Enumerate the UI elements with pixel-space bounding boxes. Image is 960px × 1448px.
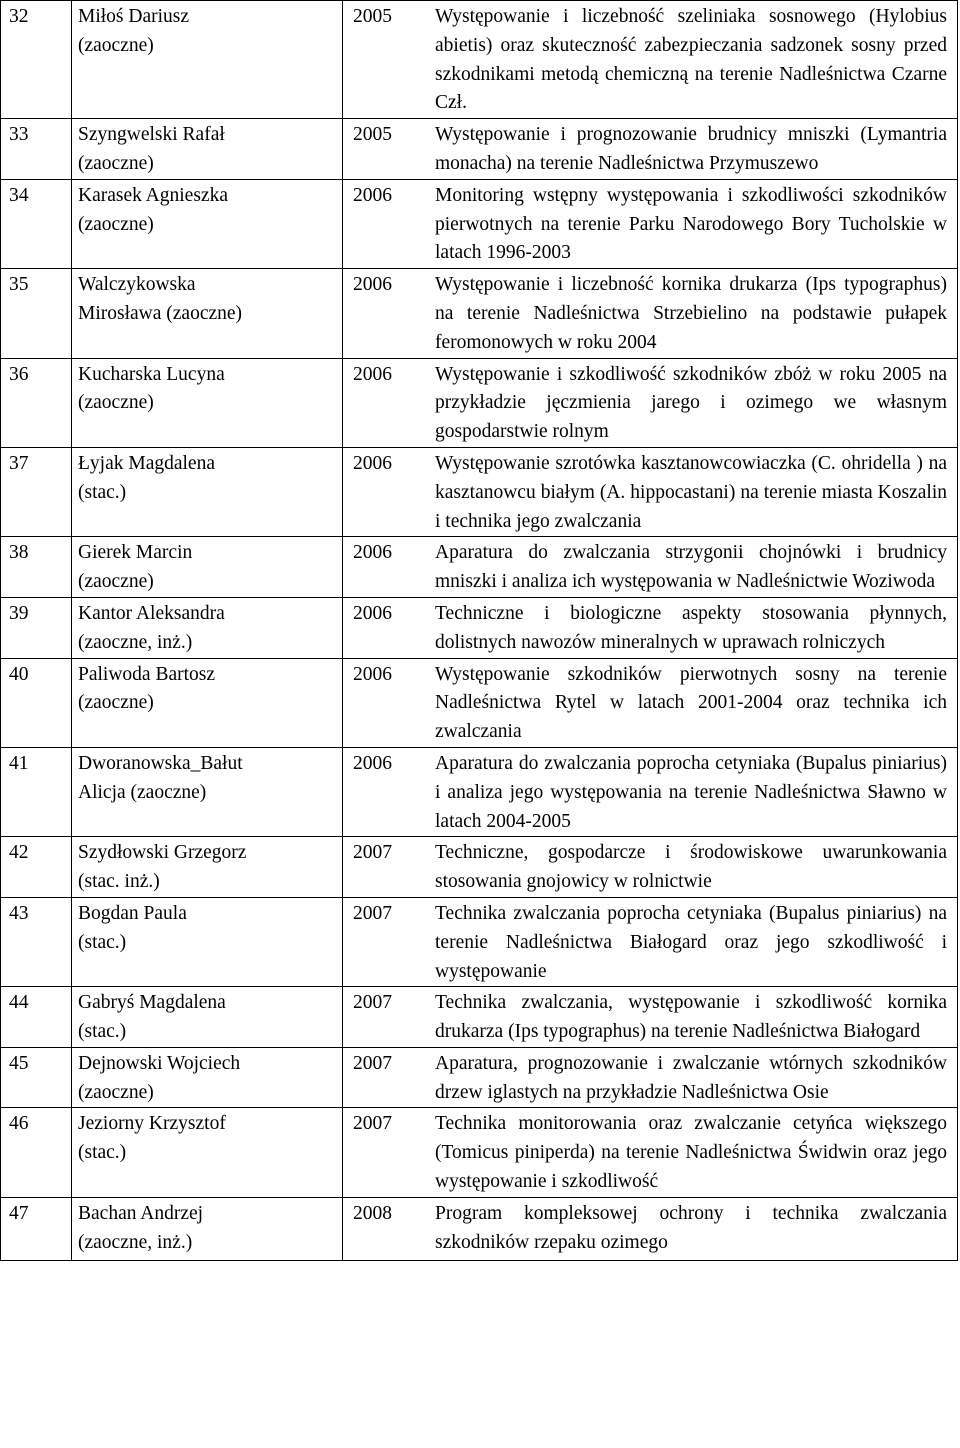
author-cell — [72, 987, 343, 1048]
study-mode: (stac. inż.) — [78, 871, 160, 893]
author-cell — [72, 1108, 343, 1197]
thesis-title: Aparatura do zwalczania strzygonii chojnówki i brudnicy mniszki i analiza ich występowania w Nadleśnictwie Woziwoda — [433, 537, 958, 598]
author-cell — [72, 597, 343, 658]
author-name: Łyjak Magdalena — [78, 452, 215, 474]
thesis-year: 2008 — [343, 1197, 434, 1260]
study-mode: (zaoczne) — [78, 392, 154, 414]
thesis-title: Występowanie i liczebność szeliniaka sosnowego (Hylobius abietis) oraz skuteczność zabezpieczania sadzonek sosny przed szkodnikami metodą chemiczną na terenie Nadleśnictwa Czarne Czł. — [433, 1, 958, 119]
row-number: 36 — [1, 358, 72, 447]
author-name: Paliwoda Bartosz — [78, 663, 216, 685]
thesis-year: 2006 — [343, 179, 434, 268]
study-mode: (zaoczne) — [78, 34, 154, 56]
thesis-year: 2006 — [343, 269, 434, 358]
author-cell — [72, 1047, 343, 1108]
author-cell — [72, 1197, 343, 1260]
table-row — [1, 119, 958, 180]
study-mode: (stac.) — [78, 1142, 127, 1164]
thesis-title: Monitoring wstępny występowania i szkodliwości szkodników pierwotnych na terenie Parku Narodowego Bory Tucholskie w latach 1996-2003 — [433, 179, 958, 268]
author-name: Dworanowska_Bałut — [78, 752, 243, 774]
thesis-title: Techniczne i biologiczne aspekty stosowania płynnych, dolistnych nawozów mineralnych w uprawach rolniczych — [433, 597, 958, 658]
author-name: Miłoś Dariusz — [78, 6, 190, 27]
table-row — [1, 1197, 958, 1260]
row-number: 38 — [1, 537, 72, 598]
thesis-year: 2006 — [343, 537, 434, 598]
study-mode: (stac.) — [78, 931, 127, 953]
author-name: Dejnowski Wojciech — [78, 1052, 241, 1074]
author-cell — [72, 747, 343, 836]
study-mode: (zaoczne, inż.) — [78, 1231, 193, 1253]
author-cell — [72, 537, 343, 598]
author-cell — [72, 447, 343, 536]
thesis-table-body — [1, 1, 958, 1261]
author-cell — [72, 119, 343, 180]
row-number: 45 — [1, 1047, 72, 1108]
author-cell — [72, 1, 343, 119]
row-number: 32 — [1, 1, 72, 119]
table-row — [1, 658, 958, 747]
study-mode: Mirosława (zaoczne) — [78, 302, 243, 324]
study-mode: (zaoczne) — [78, 571, 154, 593]
study-mode: (zaoczne) — [78, 692, 154, 714]
row-number: 44 — [1, 987, 72, 1048]
thesis-year: 2006 — [343, 747, 434, 836]
study-mode: (zaoczne) — [78, 1081, 154, 1103]
thesis-year: 2006 — [343, 447, 434, 536]
row-number: 41 — [1, 747, 72, 836]
thesis-year: 2007 — [343, 987, 434, 1048]
row-number: 46 — [1, 1108, 72, 1197]
thesis-title: Występowanie i liczebność kornika drukarza (Ips typographus) na terenie Nadleśnictwa Strzebielino na podstawie pułapek feromonowych w roku 2004 — [433, 269, 958, 358]
author-cell — [72, 179, 343, 268]
thesis-year: 2005 — [343, 1, 434, 119]
study-mode: (stac.) — [78, 1021, 127, 1043]
table-row — [1, 1108, 958, 1197]
table-row — [1, 1, 958, 119]
study-mode: (zaoczne, inż.) — [78, 631, 193, 653]
thesis-year: 2007 — [343, 837, 434, 898]
table-row — [1, 597, 958, 658]
thesis-year: 2006 — [343, 597, 434, 658]
thesis-year: 2005 — [343, 119, 434, 180]
table-row — [1, 269, 958, 358]
row-number: 43 — [1, 897, 72, 986]
study-mode: (stac.) — [78, 481, 127, 503]
author-name: Jeziorny Krzysztof — [78, 1113, 226, 1135]
thesis-year: 2007 — [343, 1108, 434, 1197]
thesis-title: Technika zwalczania, występowanie i szkodliwość kornika drukarza (Ips typographus) na terenie Nadleśnictwa Białogard — [433, 987, 958, 1048]
table-row — [1, 897, 958, 986]
author-name: Kucharska Lucyna — [78, 363, 225, 385]
author-cell — [72, 837, 343, 898]
author-cell — [72, 269, 343, 358]
thesis-year: 2006 — [343, 658, 434, 747]
author-name: Bachan Andrzej — [78, 1202, 204, 1224]
study-mode: (zaoczne) — [78, 152, 154, 174]
thesis-year: 2006 — [343, 358, 434, 447]
table-row — [1, 537, 958, 598]
table-row — [1, 1047, 958, 1108]
author-cell — [72, 897, 343, 986]
row-number: 42 — [1, 837, 72, 898]
author-name: Gierek Marcin — [78, 542, 193, 564]
table-row — [1, 747, 958, 836]
author-name: Szyngwelski Rafał — [78, 124, 225, 146]
row-number: 39 — [1, 597, 72, 658]
thesis-title: Występowanie i szkodliwość szkodników zbóż w roku 2005 na przykładzie jęczmienia jarego i ozimego we własnym gospodarstwie rolnym — [433, 358, 958, 447]
row-number: 47 — [1, 1197, 72, 1260]
row-number: 33 — [1, 119, 72, 180]
thesis-title: Występowanie szkodników pierwotnych sosny na terenie Nadleśnictwa Rytel w latach 2001-2004 oraz technika ich zwalczania — [433, 658, 958, 747]
author-name: Karasek Agnieszka — [78, 184, 228, 206]
table-row — [1, 179, 958, 268]
author-name: Kantor Aleksandra — [78, 602, 225, 624]
thesis-year: 2007 — [343, 897, 434, 986]
author-name: Szydłowski Grzegorz — [78, 842, 247, 864]
author-name: Bogdan Paula — [78, 902, 187, 924]
author-cell — [72, 358, 343, 447]
row-number: 34 — [1, 179, 72, 268]
row-number: 35 — [1, 269, 72, 358]
author-name: Walczykowska — [78, 274, 196, 296]
thesis-title: Występowanie i prognozowanie brudnicy mniszki (Lymantria monacha) na terenie Nadleśnictwa Przymuszewo — [433, 119, 958, 180]
author-name: Gabryś Magdalena — [78, 992, 226, 1014]
table-row — [1, 837, 958, 898]
study-mode: (zaoczne) — [78, 213, 154, 235]
thesis-year: 2007 — [343, 1047, 434, 1108]
thesis-title: Technika monitorowania oraz zwalczanie cetyńca większego (Tomicus piniperda) na terenie Nadleśnictwa Świdwin oraz jego występowanie i szkodliwość — [433, 1108, 958, 1197]
table-row — [1, 987, 958, 1048]
row-number: 37 — [1, 447, 72, 536]
table-row — [1, 358, 958, 447]
thesis-title: Technika zwalczania poprocha cetyniaka (Bupalus piniarius) na terenie Nadleśnictwa Białogard oraz jego szkodliwość i występowanie — [433, 897, 958, 986]
thesis-title: Aparatura do zwalczania poprocha cetyniaka (Bupalus piniarius) i analiza jego występowania na terenie Nadleśnictwa Sławno w latach 2004-2005 — [433, 747, 958, 836]
table-row — [1, 447, 958, 536]
thesis-title: Techniczne, gospodarcze i środowiskowe uwarunkowania stosowania gnojowicy w rolnictwie — [433, 837, 958, 898]
author-cell — [72, 658, 343, 747]
thesis-title: Aparatura, prognozowanie i zwalczanie wtórnych szkodników drzew iglastych na przykładzie Nadleśnictwa Osie — [433, 1047, 958, 1108]
thesis-title: Program kompleksowej ochrony i technika zwalczania szkodników rzepaku ozimego — [433, 1197, 958, 1260]
row-number: 40 — [1, 658, 72, 747]
study-mode: Alicja (zaoczne) — [78, 781, 207, 803]
thesis-title: Występowanie szrotówka kasztanowcowiaczka (C. ohridella ) na kasztanowcu białym (A. hippocastani) na terenie miasta Koszalin i technika jego zwalczania — [433, 447, 958, 536]
